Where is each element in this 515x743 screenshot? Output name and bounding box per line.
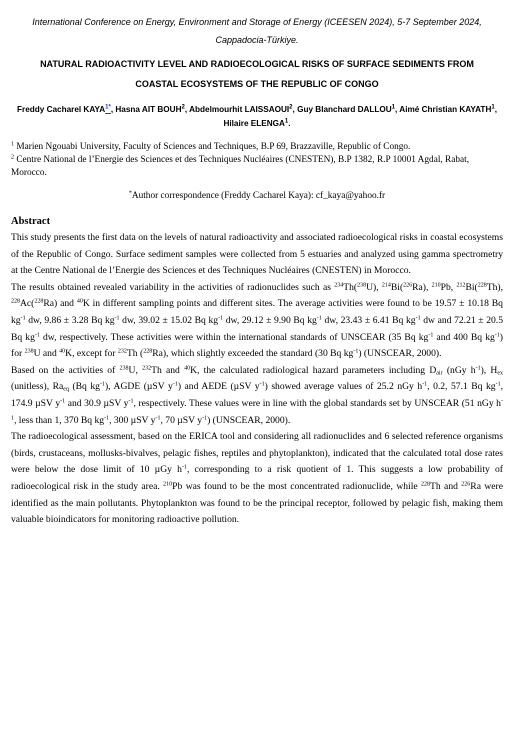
author-superscript-link[interactable]: 1* (105, 104, 111, 111)
title-line-1: NATURAL RADIOACTIVITY LEVEL AND RADIOECOLOGICAL RISKS OF SURFACE SEDIMENTS FROM (40, 59, 474, 69)
abstract-paragraph-1: This study presents the first data on the levels of natural radioactivity and associated radioecological risks in coastal ecosystems of the Republic of Congo. Surface sediment samples were collected from 5 estuaries and analyzed using gamma spectrometry at the Centre National de l’Energie des Sciences et des Techniques Nucléaires (CNESTEN) in Morocco. (11, 232, 503, 277)
conference-line-1: International Conference on Energy, Environment and Storage of Energy (ICEESEN 2024), 5-7 September 2024, (32, 17, 482, 27)
title-line-2: COASTAL ECOSYSTEMS OF THE REPUBLIC OF CONGO (135, 79, 379, 89)
abstract-paragraph-2: The results obtained revealed variability in the activities of radionuclides such as $^{234}$Th($^{238}$U), $^{214}$Bi($^{226}$Ra), $^{210}$Pb, $^{212}$Bi($^{228}$Th), $^{228}$Ac($^{228}$Ra) and $^{40}$K in different sampling points and different sites. The average activities were found to be 19.57 ± 10.18 Bq $kg^{-1}$ dw, 9.86 ± 3.28 Bq $kg^{-1}$ dw, 39.02 ± 15.02 Bq $kg^{-1}$ dw, 29.12 ± 9.90 Bq $kg^{-1}$ dw, 23.43 ± 6.41 Bq $kg^{-1}$ dw and 72.21 ± 20.5 Bq $kg^{-1}$ dw, respectively. These activities were within the international standards of UNSCEAR (35 Bq $kg^{-1}$ and 400 Bq $kg^{-1}$) for $^{238}$U and $^{40}$K, except for $^{232}$Th ($^{228}$Ra), which slightly exceeded the standard (30 Bq $kg^{-1}$) (UNSCEAR, 2000). (11, 281, 504, 360)
abstract-heading: Abstract (11, 216, 51, 227)
author-superscript: 1 (284, 118, 289, 125)
author-name: Guy Blanchard DALLOU (297, 105, 392, 114)
author-superscript: 2 (289, 104, 293, 111)
author-name: Freddy Cacharel KAYA (17, 105, 106, 114)
affiliation-2: $^2$ Centre National de l’Energie des Sciences et des Techniques Nucléaires (CNESTEN), B.P 1382, R.P 10001 Agdal, Rabat, Morocco. (11, 154, 470, 178)
correspondence: *Author correspondence (Freddy Cacharel Kaya): cf_kaya@yahoo.fr (128, 190, 386, 201)
author-name: Hasna AIT BOUH (115, 105, 182, 114)
author-list: Freddy Cacharel KAYA$^{1*}$, Hasna AIT BOUH$^2$, Abdelmourhit LAISSAOUI$^2$, Guy Blanchard DALLOU$^1$, Aimé Christian KAYATH$^1$, Hilaire ELENGA$^1$. (17, 104, 497, 128)
affiliation-1: $^1$ Marien Ngouabi University, Faculty of Sciences and Techniques, B.P 69, Brazzaville, Republic of Congo. (11, 141, 411, 152)
conference-line-2: Cappadocia-Türkiye. (215, 35, 299, 45)
abstract-paragraph-3: Based on the activities of $^{238}$U, $^{232}$Th and $^{40}$K, the calculated radiological hazard parameters including $D_{air}$ (nGy $h^{-1}$), $H_{ex}$ (unitless), $Ra_{eq}$ (Bq $kg^{-1}$), AGDE (µSV $y^{-1}$) and AEDE (µSV $y^{-1}$) showed average values of 25.2 nGy $h^{-1}$, 0.2, 57.1 Bq $kg^{-1}$, 174.9 µSV $y^{-1}$ and 30.9 µSV $y^{-1}$, respectively. These values were in line with the global standards set by UNSCEAR (51 nGy $h^{-1}$, less than 1, 370 Bq $kg^{-1}$, 300 µSV $y^{-1}$, 70 µSV $y^{-1}$) (UNSCEAR, 2000). (11, 364, 504, 426)
author-superscript: 1 (391, 104, 396, 111)
paper-title (11, 54, 503, 94)
affiliations (11, 141, 503, 180)
author-name: Abdelmourhit LAISSAOUI (189, 105, 290, 114)
author-name: Hilaire ELENGA (223, 119, 285, 128)
abstract-paragraph-4: The radioecological assessment, based on the ERICA tool and considering all radionuclides and 6 selected reference organisms (birds, crustaceans, mollusks-bivalves, pelagic fishes, reptiles and phytoplankton), indicated that the calculated total dose rates were below the dose limit of 10 µGy $h^{-1}$, corresponding to a risk quotient of 1. This suggests a low probability of radioecological risk in the study area. $^{210}$Pb was found to be the most concentrated radionuclide, while $^{228}$Th and $^{226}$Ra were identified as the main pollutants. Phytoplankton was found to be the principal receptor, followed by pelagic fish, making them valuable bioindicators for monitoring radioactive pollution. (11, 431, 503, 526)
author-name: Aimé Christian KAYATH (399, 105, 492, 114)
author-superscript: 1 (491, 104, 495, 111)
author-superscript: 2 (181, 104, 185, 111)
correspondence-text: Author correspondence (Freddy Cacharel Kaya): cf_kaya@yahoo.fr (131, 191, 386, 201)
conference-header (11, 12, 503, 50)
